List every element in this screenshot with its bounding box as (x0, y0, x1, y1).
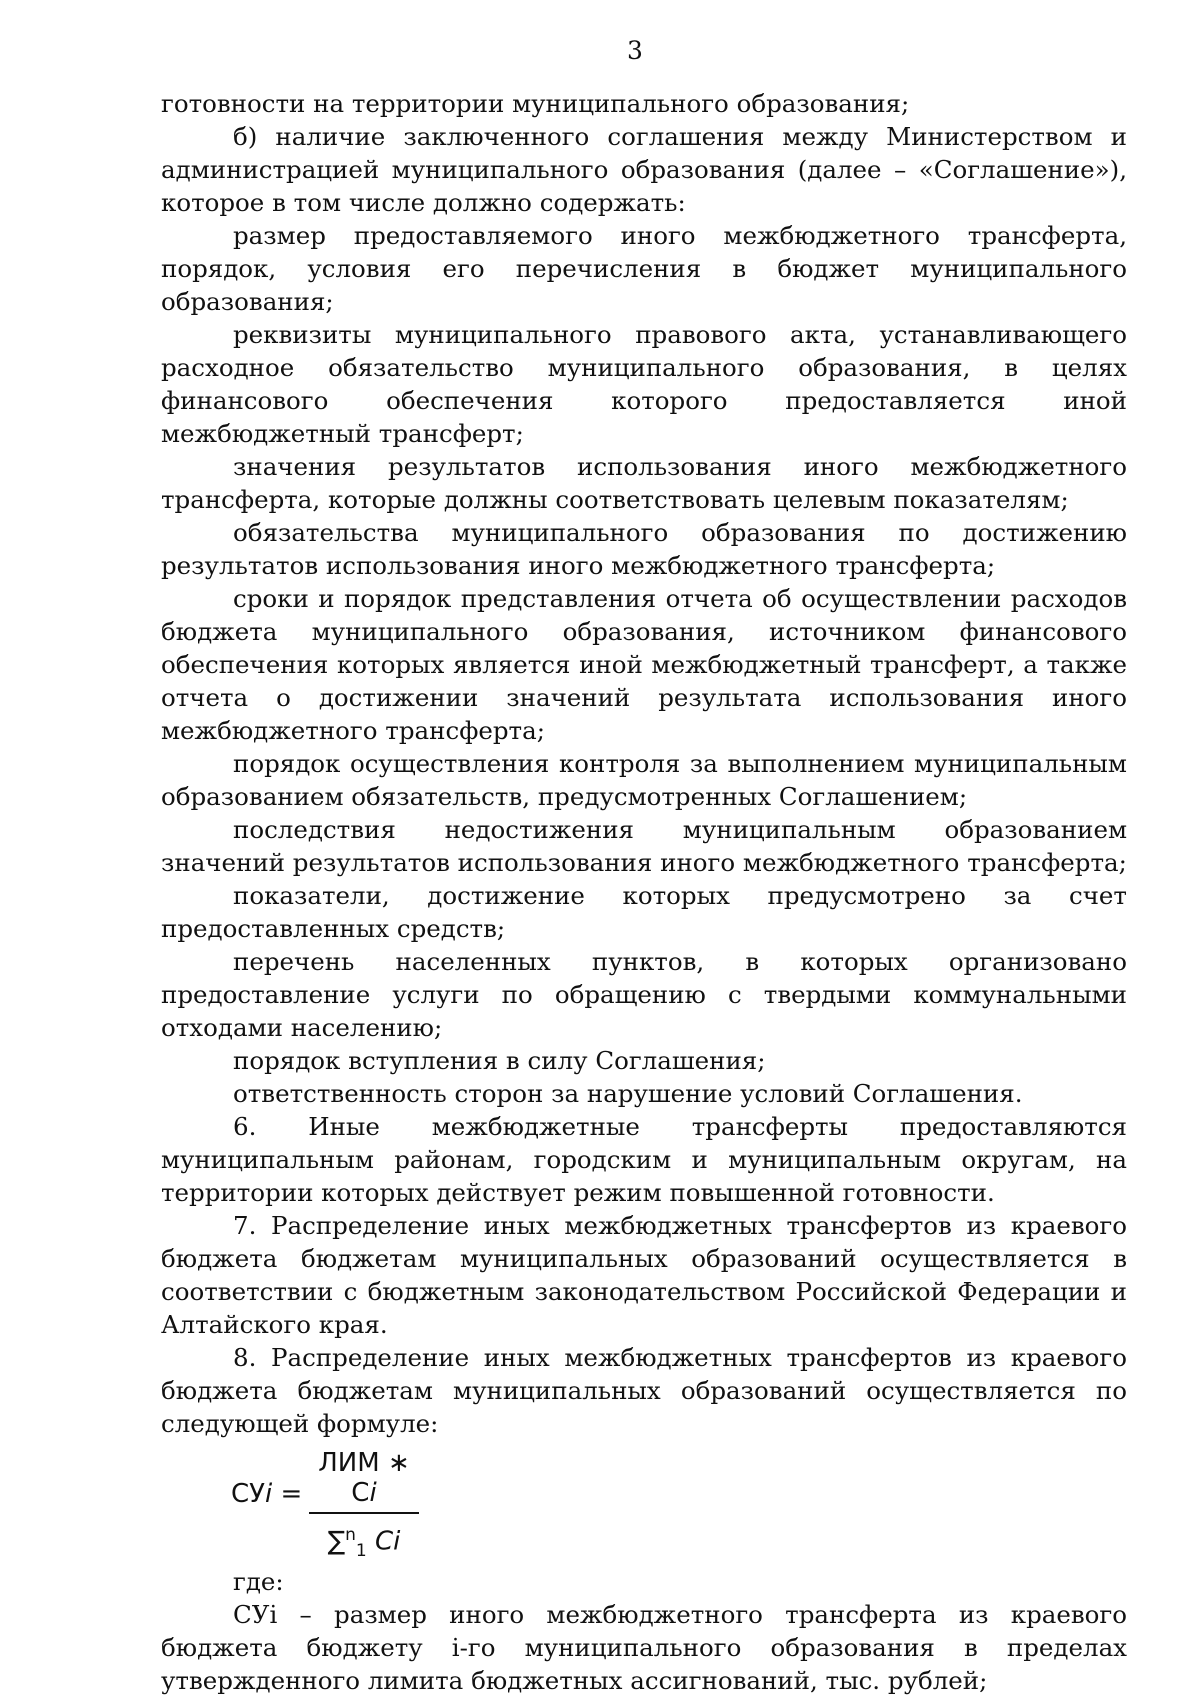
paragraph-11: порядок вступления в силу Соглашения; (233, 1046, 766, 1075)
paragraph-0: готовности на территории муниципального образования; (161, 89, 910, 118)
formula-denominator (309, 1514, 419, 1566)
where-label: где: (233, 1567, 284, 1596)
paragraph-12: ответственность сторон за нарушение условий Соглашения. (233, 1079, 1023, 1108)
paragraph-14: 7. Распределение иных межбюджетных трансфертов из краевого бюджета бюджетам муниципальных образований осуществляется в соответствии с бюджетным законодательством Российской Федерации и Алтайского края. (161, 1211, 1127, 1339)
formula-lhs (231, 1478, 302, 1510)
paragraph-8: последствия недостижения муниципальным образованием значений результатов использования иного межбюджетного трансферта; (161, 815, 1127, 877)
paragraph-4: значения результатов использования иного межбюджетного трансферта, которые должны соответствовать целевым показателям; (161, 452, 1127, 514)
paragraph-7: порядок осуществления контроля за выполнением муниципальным образованием обязательств, предусмотренных Соглашением; (161, 749, 1127, 811)
formula-sum-upper: n (345, 1525, 356, 1545)
formula-lhs-index: i (265, 1479, 273, 1509)
paragraph-13: 6. Иные межбюджетные трансферты предоставляются муниципальным районам, городским и муниципальным округам, на территории которых действует режим повышенной готовности. (161, 1112, 1127, 1207)
formula-numerator (309, 1448, 419, 1512)
page-number: 3 (627, 36, 643, 65)
formula-denominator-term: Ci (375, 1526, 401, 1557)
formula-lhs-main: СУ (231, 1479, 265, 1509)
formula-sum-lower: 1 (355, 1540, 367, 1561)
paragraph-2: размер предоставляемого иного межбюджетного трансферта, порядок, условия его перечисления в бюджет муниципального образования; (161, 221, 1127, 316)
paragraph-5: обязательства муниципального образования по достижению результатов использования иного межбюджетного трансферта; (161, 518, 1127, 580)
paragraph-6: сроки и порядок представления отчета об осуществлении расходов бюджета муниципального образования, источником финансового обеспечения которых является иной межбюджетный трансферт, а также отчета о достижении значений результата использования иного межбюджетного трансферта; (161, 584, 1127, 745)
document-body (161, 87, 1127, 1697)
formula-equals: = (272, 1479, 303, 1509)
definition-sui: СУi – размер иного межбюджетного трансферта из краевого бюджета бюджету i-го муниципального образования в пределах утвержденного лимита бюджетных ассигнований, тыс. рублей; (161, 1600, 1127, 1695)
formula-numerator-main: ЛИМ ∗ С (318, 1448, 410, 1508)
paragraph-10: перечень населенных пунктов, в которых организовано предоставление услуги по обращению с твердыми коммунальными отходами населению; (161, 947, 1127, 1042)
distribution-formula (161, 1440, 1127, 1565)
paragraph-15: 8. Распределение иных межбюджетных трансфертов из краевого бюджета бюджетам муниципальных образований осуществляется по следующей формуле: (161, 1343, 1127, 1438)
formula-numerator-index: i (369, 1478, 377, 1508)
paragraph-3: реквизиты муниципального правового акта, устанавливающего расходное обязательство муниципального образования, в целях финансового обеспечения которого предоставляется иной межбюджетный трансферт; (161, 320, 1127, 448)
paragraph-9: показатели, достижение которых предусмотрено за счет предоставленных средств; (161, 881, 1127, 943)
paragraph-1: б) наличие заключенного соглашения между Министерством и администрацией муниципального образования (далее – «Соглашение»), которое в том числе должно содержать: (161, 122, 1127, 217)
formula-fraction (309, 1448, 419, 1566)
formula-sum-symbol: ∑ (327, 1526, 346, 1557)
